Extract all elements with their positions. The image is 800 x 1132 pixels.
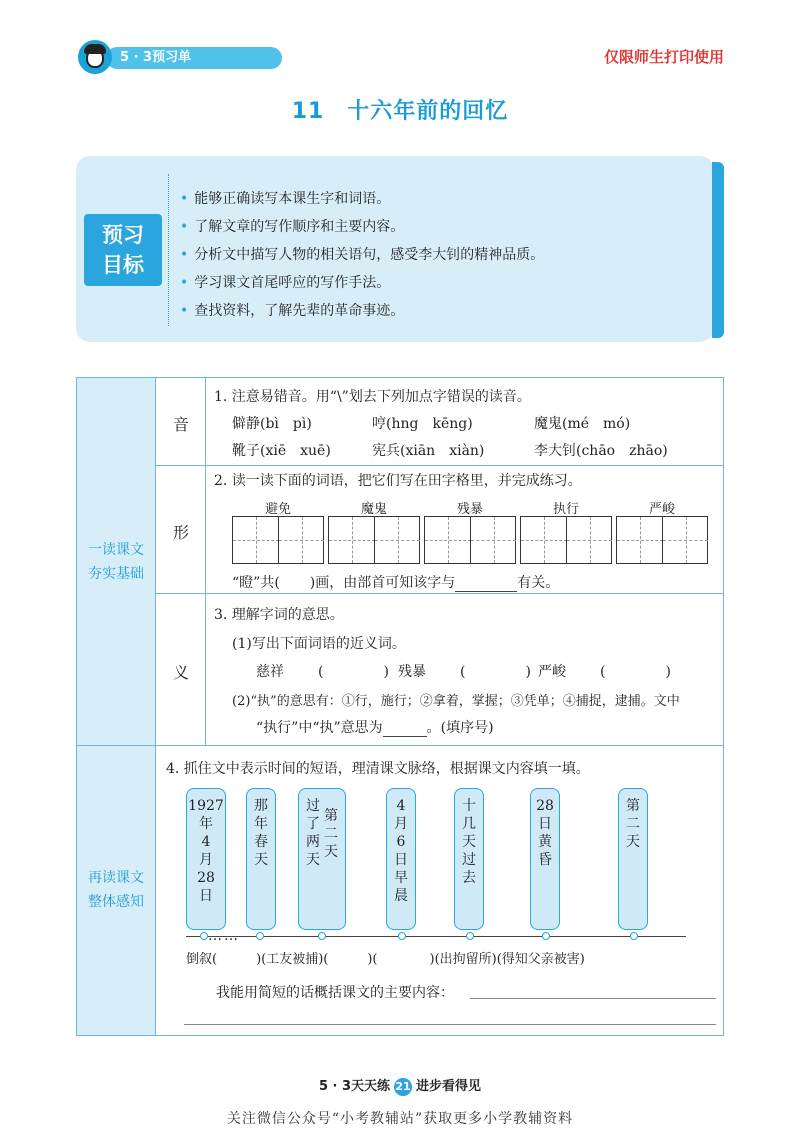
tianzi-grid[interactable] <box>616 516 708 564</box>
goals-tag-line1: 预习 <box>102 223 144 247</box>
goals-tag <box>84 214 162 286</box>
summary-prompt: 我能用简短的话概括课文的主要内容： <box>216 985 454 1001</box>
goal-item: • 能够正确读写本课生字和词语。 <box>180 191 391 207</box>
sub-label-sound: 音 <box>172 415 189 434</box>
timeline-node <box>256 932 264 940</box>
timeline-card: 第 二 天 <box>618 788 648 930</box>
q3-sub2: (2)“执”的意思有：①行，施行；②拿着，掌握；③凭单；④捕捉，逮捕。文中 <box>232 694 680 709</box>
row-divider <box>156 465 724 466</box>
timeline-card: 28 日 黄 昏 <box>530 788 560 930</box>
tianzi-grid[interactable] <box>232 516 324 564</box>
goal-item: • 了解文章的写作顺序和主要内容。 <box>180 219 405 235</box>
page-footer: 5 · 3天天练 21 进步看得见 <box>318 1079 482 1094</box>
q1-item: 靴子(xiē xuē) <box>232 443 331 459</box>
timeline-node <box>200 932 208 940</box>
q4-prompt: 4. 抓住文中表示时间的短语，理清课文脉络，根据课文内容填一填。 <box>166 761 590 777</box>
goals-tag-line2: 目标 <box>102 253 144 277</box>
timeline-card: 过 了 两 天 第 二 天 <box>298 788 346 930</box>
q3-sub1: (1)写出下面词语的近义词。 <box>232 636 406 652</box>
q2-stroke-question: “瞪”共( )画，由部首可知该字与 有关。 <box>232 575 560 591</box>
q1-item: 魔鬼(mé mó) <box>534 416 631 432</box>
timeline-node <box>542 932 550 940</box>
timeline-card: 十 几 天 过 去 <box>454 788 484 930</box>
tianzi-grid[interactable] <box>520 516 612 564</box>
timeline-node <box>318 932 326 940</box>
timeline-card: 1927 年 4 月 28 日 <box>186 788 226 930</box>
q3-sub2-answer: “执行”中“执”意思为 。(填序号) <box>256 720 494 736</box>
goal-item: • 学习课文首尾呼应的写作手法。 <box>180 275 391 291</box>
section-column <box>76 377 156 1036</box>
footer-note: 关注微信公众号“小考教辅站”获取更多小学教辅资料 <box>226 1111 574 1127</box>
timeline-dots: …… <box>208 928 240 944</box>
page-title: 11 十六年前的回忆 <box>291 99 509 124</box>
q1-item: 宪兵(xiān xiàn) <box>372 443 485 459</box>
series-badge-label: 5 · 3预习单 <box>106 47 282 69</box>
section-divider <box>76 745 156 746</box>
timeline-node <box>630 932 638 940</box>
goal-item: • 分析文中描写人物的相关语句，感受李大钊的精神品质。 <box>180 247 545 263</box>
timeline-node <box>466 932 474 940</box>
sub-label-meaning: 义 <box>172 663 189 682</box>
goals-divider <box>168 174 169 326</box>
grid-word: 执行 <box>552 502 579 517</box>
q1-prompt: 1. 注意易错音。用“\”划去下列加点字错误的读音。 <box>214 389 531 405</box>
q2-prompt: 2. 读一读下面的词语，把它们写在田字格里，并完成练习。 <box>214 473 582 489</box>
grid-word: 残暴 <box>456 502 483 517</box>
student-avatar-icon <box>78 40 112 74</box>
grid-word: 避免 <box>264 502 291 517</box>
tianzi-grid[interactable] <box>328 516 420 564</box>
answer-blank[interactable] <box>455 578 517 592</box>
grid-word: 严峻 <box>648 502 675 517</box>
synonym-item: 严峻 ( ) <box>538 664 671 680</box>
q3-prompt: 3. 理解字词的意思。 <box>214 607 344 623</box>
goal-item: • 查找资料，了解先辈的革命事迹。 <box>180 303 405 319</box>
timeline-card: 那 年 春 天 <box>246 788 276 930</box>
synonym-item: 慈祥 ( ) <box>256 664 389 680</box>
grid-word: 魔鬼 <box>360 502 387 517</box>
section-label-second: 再读课文 整体感知 <box>88 870 144 910</box>
sub-label-form: 形 <box>172 523 189 542</box>
row-divider <box>156 745 724 746</box>
tianzi-grid[interactable] <box>424 516 516 564</box>
goals-box-edge <box>712 162 724 338</box>
synonym-item: 残暴 ( ) <box>398 664 531 680</box>
answer-blank[interactable] <box>383 723 427 737</box>
timeline-card: 4 月 6 日 早 晨 <box>386 788 416 930</box>
timeline-labels: 倒叙( )(工友被捕)( )( )(出拘留所)(得知父亲被害) <box>186 952 585 967</box>
q1-item: 李大钊(chāo zhāo) <box>534 443 668 459</box>
summary-line[interactable] <box>470 998 716 999</box>
timeline-node <box>398 932 406 940</box>
summary-line[interactable] <box>184 1024 716 1025</box>
page-number: 21 <box>394 1078 412 1096</box>
section-label-first: 一读课文 夯实基础 <box>88 542 144 582</box>
print-notice: 仅限师生打印使用 <box>603 48 724 66</box>
q1-item: 哼(hng kēng) <box>372 416 473 432</box>
row-divider <box>156 593 724 594</box>
q1-item: 僻静(bì pì) <box>232 416 312 432</box>
